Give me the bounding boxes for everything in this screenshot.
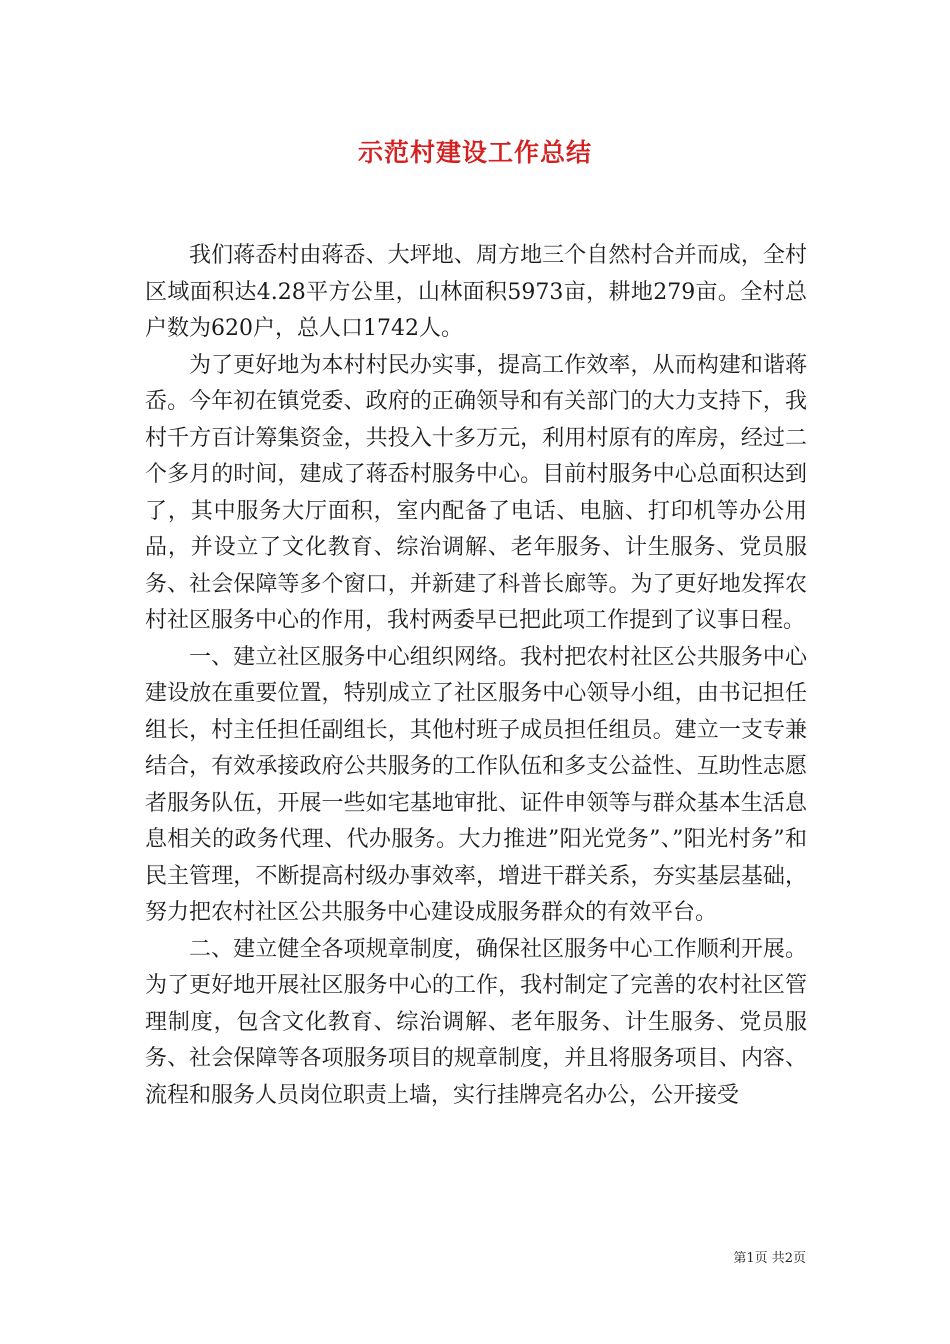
document-title: 示范村建设工作总结 xyxy=(357,138,592,167)
paragraph-service-center: 为了更好地为本村村民办实事，提高工作效率，从而构建和谐蒋岙。今年初在镇党委、政府的正确领导和有关部门的大力支持下，我村千方百计筹集资金，共投入十多万元，利用村原有的库房，经过二个多月的时间，建成了蒋岙村服务中心。目前村服务中心总面积达到了，其中服务大厅面积，室内配备了电话、电脑、打印机等办公用品，并设立了文化教育、综治调解、老年服务、计生服务、党员服务、社会保障等多个窗口，并新建了科普长廊等。为了更好地发挥农村社区服务中心的作用，我村两委早已把此项工作提到了议事日程。 xyxy=(145,352,807,633)
page-number: 第1页 共2页 xyxy=(733,1251,806,1266)
paragraph-rules-system: 二、建立健全各项规章制度，确保社区服务中心工作顺利开展。为了更好地开展社区服务中心的工作，我村制定了完善的农村社区管理制度，包含文化教育、综治调解、老年服务、计生服务、党员服务、社会保障等各项服务项目的规章制度，并且将服务项目、内容、流程和服务人员岗位职责上墙，实行挂牌亮名办公，公开接受 xyxy=(145,936,807,1108)
document-body xyxy=(145,238,807,1114)
paragraph-intro: 我们蒋岙村由蒋岙、大坪地、周方地三个自然村合并而成，全村区域面积达4.28平方公里，山林面积5973亩，耕地279亩。全村总户数为620户，总人口1742人。 xyxy=(145,243,807,341)
paragraph-organization-network: 一、建立社区服务中心组织网络。我村把农村社区公共服务中心建设放在重要位置，特别成立了社区服务中心领导小组，由书记担任组长，村主任担任副组长，其他村班子成员担任组员。建立一支专兼结合，有效承接政府公共服务的工作队伍和多支公益性、互助性志愿者服务队伍，开展一些如宅基地审批、证件申领等与群众基本生活息息相关的政务代理、代办服务。大力推进”阳光党务”、”阳光村务”和民主管理，不断提高村级办事效率，增进干群关系，夯实基层基础，努力把农村社区公共服务中心建设成服务群众的有效平台。 xyxy=(145,644,807,925)
